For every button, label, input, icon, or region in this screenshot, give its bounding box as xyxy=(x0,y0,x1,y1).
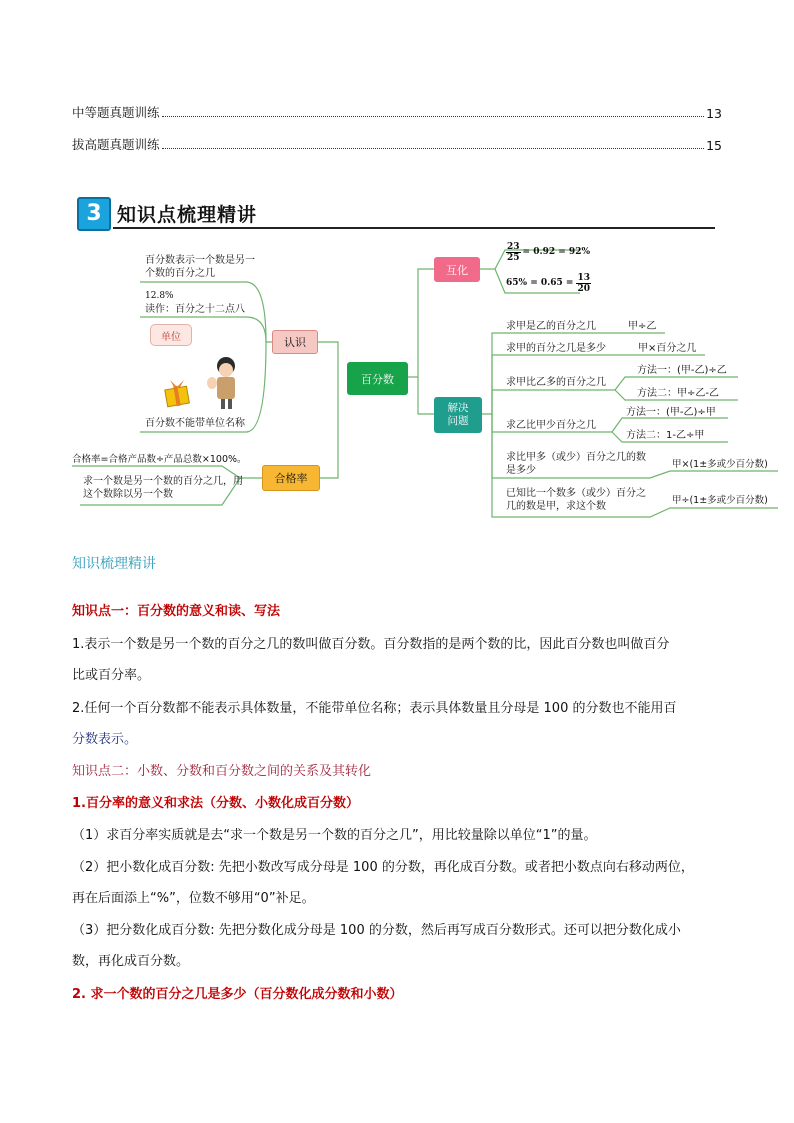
recognize-meaning: 百分数表示一个数是另一个数的百分之几 xyxy=(145,255,255,279)
no-unit-text: 百分数不能带单位名称 xyxy=(145,418,245,429)
solve-question: 求甲比乙多的百分之几 xyxy=(506,377,606,388)
kp2-subtitle-1: 1.百分率的意义和求法（分数、小数化成百分数） xyxy=(72,796,359,811)
fraction: $\frac{13}{20}$ xyxy=(577,273,591,294)
solve-method-2: 方法二：甲÷乙-乙 xyxy=(637,388,719,399)
unit-tag: 单位 xyxy=(150,324,192,346)
reading-example: 12.8% xyxy=(145,291,174,301)
gift-icon xyxy=(162,378,192,412)
solve-answer: 甲÷(1±多或少百分数) xyxy=(672,495,768,506)
section-title: 知识点梳理精讲 xyxy=(117,204,258,226)
solve-answer: 甲÷乙 xyxy=(628,321,657,332)
pass-rate-formula: 合格率=合格产品数÷产品总数×100%。 xyxy=(72,454,247,465)
solve-method-1: 方法一：(甲-乙)÷甲 xyxy=(626,407,716,418)
section-number-badge: 3 xyxy=(77,197,111,231)
toc-page: 13 xyxy=(706,106,722,121)
kp2-subtitle-2: 2. 求一个数的百分之几是多少（百分数化成分数和小数） xyxy=(72,987,403,1002)
kp2-line-2b: 再在后面添上“%”，位数不够用“0”补足。 xyxy=(72,891,315,906)
kp1-paragraph-2b: 分数表示。 xyxy=(72,732,138,747)
teacher-figure-icon xyxy=(202,355,246,415)
solve-answer: 甲×百分之几 xyxy=(638,343,697,354)
solve-question: 求甲是乙的百分之几 xyxy=(506,321,596,332)
solve-method-1: 方法一：(甲-乙)÷乙 xyxy=(637,365,727,376)
convert-formula-2: 65% = 0.65 = $\frac{13}{20}$ xyxy=(506,273,591,294)
kp2-title: 知识点二：小数、分数和百分数之间的关系及其转化 xyxy=(72,764,372,779)
kp1-title: 知识点一：百分数的意义和读、写法 xyxy=(72,604,281,619)
kp1-paragraph-1b: 比或百分率。 xyxy=(72,668,151,683)
kp2-line-3b: 数，再化成百分数。 xyxy=(72,954,190,969)
fraction: $\frac{23}{25}$ xyxy=(507,242,520,263)
kp1-paragraph-2a: 2.任何一个百分数都不能表示具体数量，不能带单位名称；表示具体数量且分母是 100 的分数也不能用百 xyxy=(72,701,677,716)
node-recognize: 认识 xyxy=(272,330,318,354)
toc-page: 15 xyxy=(706,138,722,153)
node-pass-rate: 合格率 xyxy=(262,465,320,491)
mindmap-center-node: 百分数 xyxy=(347,362,408,395)
solve-question: 求甲的百分之几是多少 xyxy=(506,343,606,354)
content-heading: 知识梳理精讲 xyxy=(72,556,156,572)
node-convert: 互化 xyxy=(434,257,480,282)
kp2-line-1: （1）求百分率实质就是去“求一个数是另一个数的百分之几”，用比较量除以单位“1”的量。 xyxy=(72,828,597,843)
toc-label: 中等题真题训练 xyxy=(72,105,160,120)
solve-question: 已知比一个数多（或少）百分之几的数是甲，求这个数 xyxy=(506,488,646,512)
kp2-line-3a: （3）把分数化成百分数: 先把分数化成分母是 100 的分数，然后再写成百分数形式。还可以把分数化成小 xyxy=(72,923,681,938)
convert-formula-1: $\frac{23}{25}$ = 0.92 = 92% xyxy=(507,242,591,263)
kp1-paragraph-1a: 1.表示一个数是另一个数的百分之几的数叫做百分数。百分数指的是两个数的比，因此百分数也叫做百分 xyxy=(72,637,670,652)
solve-method-2: 方法二：1-乙÷甲 xyxy=(626,430,705,441)
solve-answer: 甲×(1±多或少百分数) xyxy=(672,459,768,470)
solve-question: 求比甲多（或少）百分之几的数是多少 xyxy=(506,452,646,476)
pass-rate-note: 求一个数是另一个数的百分之几，用这个数除以另一个数 xyxy=(83,476,243,500)
toc-label: 拔高题真题训练 xyxy=(72,137,160,152)
solve-question: 求乙比甲少百分之几 xyxy=(506,420,596,431)
reading-text: 读作：百分之十二点八 xyxy=(145,304,245,315)
kp2-line-2a: （2）把小数化成百分数: 先把小数改写成分母是 100 的分数，再化成百分数。或者把小数点向右移动两位， xyxy=(72,860,694,875)
node-solve: 解决问题 xyxy=(434,397,482,433)
